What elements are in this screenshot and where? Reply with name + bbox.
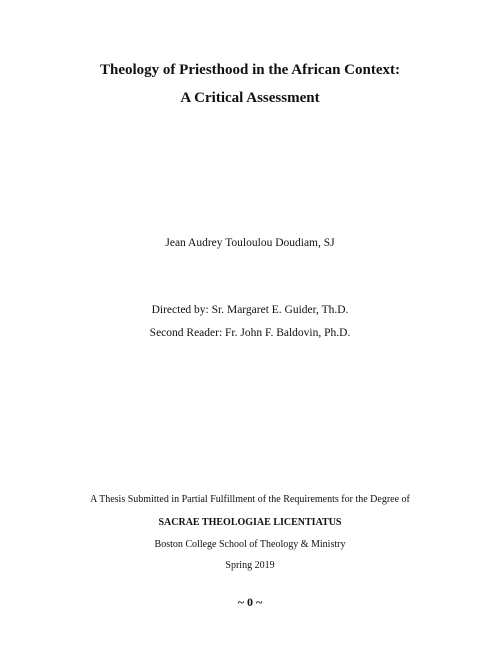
author-name: Jean Audrey Touloulou Doudiam, SJ — [165, 237, 335, 249]
director-credit: Directed by: Sr. Margaret E. Guider, Th.D. — [151, 304, 349, 316]
thesis-title-line-1: Theology of Priesthood in the African Context: — [100, 62, 400, 78]
submission-statement: A Thesis Submitted in Partial Fulfillment of the Requirements for the Degree of — [90, 494, 410, 505]
submission-date: Spring 2019 — [225, 560, 275, 571]
second-reader-credit: Second Reader: Fr. John F. Baldovin, Ph.D. — [149, 327, 351, 339]
thesis-title-line-2: A Critical Assessment — [180, 90, 320, 106]
page-number: ~ 0 ~ — [237, 595, 263, 609]
institution-name: Boston College School of Theology & Ministry — [154, 539, 346, 550]
degree-name: SACRAE THEOLOGIAE LICENTIATUS — [158, 517, 342, 528]
